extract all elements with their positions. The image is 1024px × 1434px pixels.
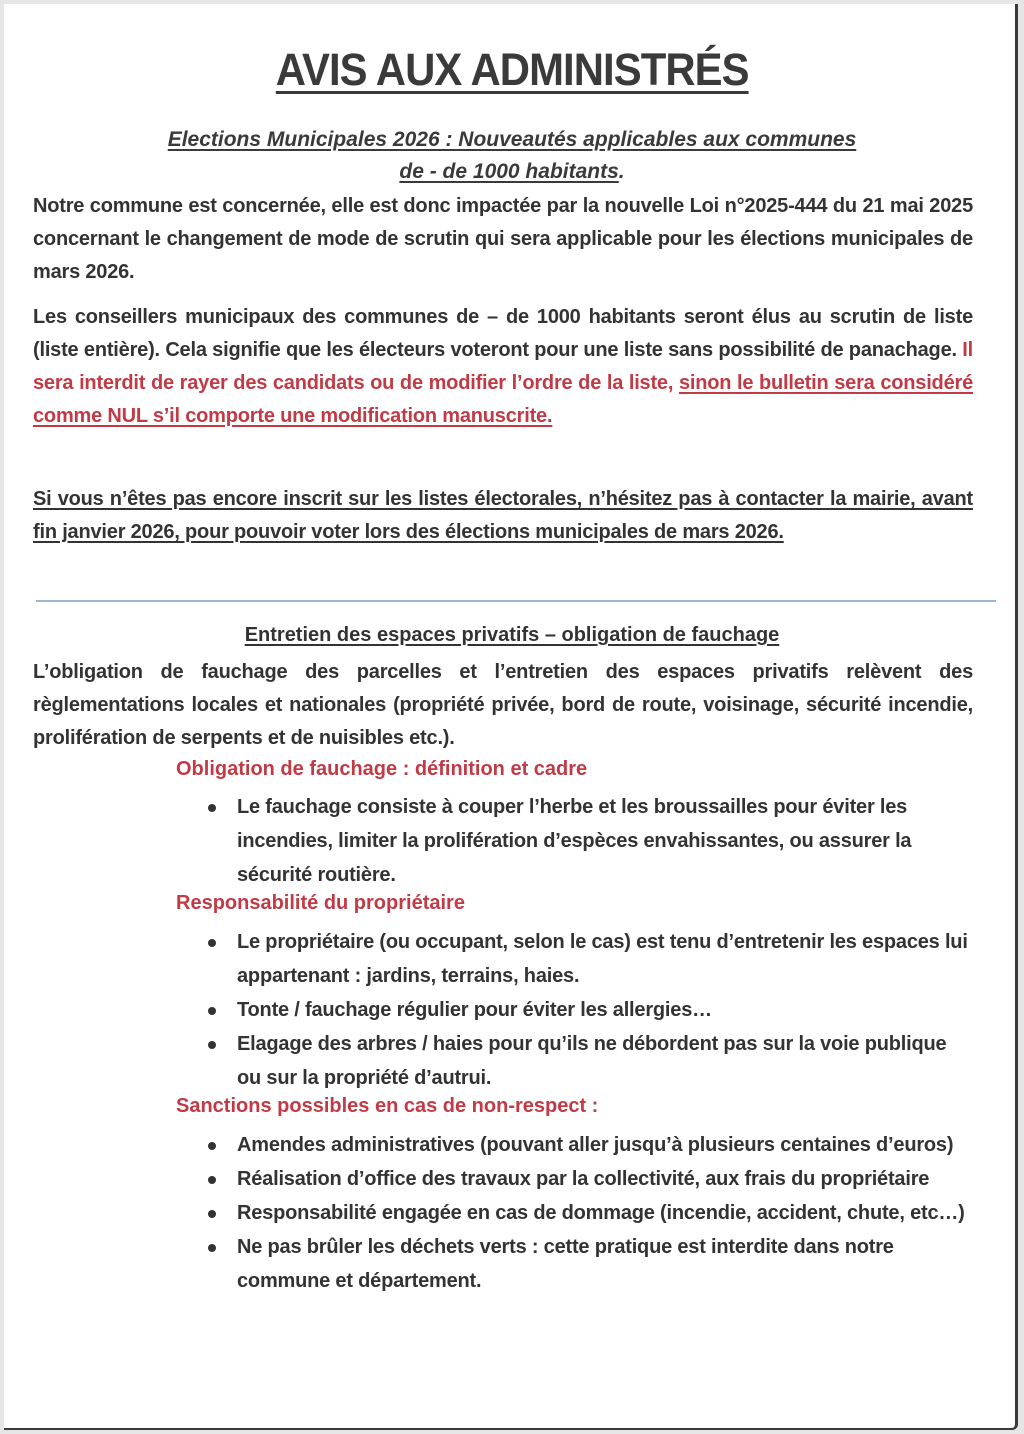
bullet-icon bbox=[208, 939, 216, 947]
list-item-text: Ne pas brûler les déchets verts : cette pratique est interdite dans notre commune et département. bbox=[237, 1236, 894, 1292]
bullet-icon bbox=[208, 804, 216, 812]
bullet-icon bbox=[208, 1176, 216, 1184]
page-title-text: AVIS AUX ADMINISTRÉS bbox=[275, 44, 749, 95]
list-item bbox=[208, 993, 968, 1027]
list-item-text: Tonte / fauchage régulier pour éviter les allergies… bbox=[237, 999, 712, 1021]
list-item bbox=[208, 790, 968, 892]
subtitle-line-2: de - de 1000 habitants bbox=[399, 160, 619, 183]
bullet-icon bbox=[208, 1007, 216, 1015]
bullet-icon bbox=[208, 1210, 216, 1218]
list-vote-warning: Il sera interdit de rayer des candidats ou de modifier l’ordre de la liste, bbox=[33, 339, 973, 394]
list-item-text: Responsabilité engagée en cas de dommage (incendie, accident, chute, etc…) bbox=[237, 1202, 965, 1224]
bullet-icon bbox=[208, 1244, 216, 1252]
subtitle-period: . bbox=[618, 160, 625, 183]
list-item-text: Amendes administratives (pouvant aller jusqu’à plusieurs centaines d’euros) bbox=[237, 1134, 954, 1156]
list-vote-text: Les conseillers municipaux des communes de – de 1000 habitants seront élus au scrutin de liste (liste entière). Cela signifie que les électeurs voteront pour une liste sans possibilité de panachage. bbox=[33, 306, 973, 361]
list-item bbox=[208, 1128, 968, 1162]
list-item-text: Le propriétaire (ou occupant, selon le cas) est tenu d’entretenir les espaces lui appartenant : jardins, terrains, haies. bbox=[237, 931, 968, 987]
elections-paragraph-registration: Si vous n’êtes pas encore inscrit sur les listes électorales, n’hésitez pas à contacter la mairie, avant fin janvier 2026, pour pouvoir voter lors des élections municipales de mars 2026. bbox=[33, 488, 973, 543]
list-vote-null-warning: sinon le bulletin sera considéré comme NUL s’il comporte une modification manuscrite. bbox=[33, 372, 973, 427]
elections-paragraph-law: Notre commune est concernée, elle est donc impactée par la nouvelle Loi n°2025-444 du 21 mai 2025 concernant le changement de mode de scrutin qui sera applicable pour les élections municipales de mars 2026. bbox=[33, 195, 973, 283]
subhead-owner-responsibility: Responsabilité du propriétaire bbox=[176, 892, 465, 914]
subtitle-line-1: Elections Municipales 2026 : Nouveautés applicables aux communes bbox=[167, 128, 857, 151]
subhead-sanctions: Sanctions possibles en cas de non-respect : bbox=[176, 1095, 599, 1117]
page-title bbox=[4, 44, 1020, 96]
list-item-text: Le fauchage consiste à couper l’herbe et les broussailles pour éviter les incendies, limiter la prolifération d’espèces envahissantes, ou assurer la sécurité routière. bbox=[237, 796, 912, 886]
list-item bbox=[208, 925, 968, 993]
list-item-text: Elagage des arbres / haies pour qu’ils ne débordent pas sur la voie publique ou sur la propriété d’autrui. bbox=[237, 1033, 947, 1089]
bullet-icon bbox=[208, 1041, 216, 1049]
list-item bbox=[208, 1230, 968, 1298]
maintenance-title: Entretien des espaces privatifs – obligation de fauchage bbox=[244, 624, 780, 646]
list-item bbox=[208, 1162, 968, 1196]
section-divider bbox=[36, 600, 996, 602]
subhead-definition: Obligation de fauchage : définition et cadre bbox=[176, 758, 588, 780]
responsibility-list bbox=[208, 925, 968, 1095]
list-item-text: Réalisation d’office des travaux par la collectivité, aux frais du propriétaire bbox=[237, 1168, 930, 1190]
maintenance-intro: L’obligation de fauchage des parcelles et l’entretien des espaces privatifs relèvent des règlementations locales et nationales (propriété privée, bord de route, voisinage, sécurité incendie, prolifération de serpents et de nuisibles etc.). bbox=[33, 661, 973, 749]
definition-list bbox=[208, 790, 968, 892]
bullet-icon bbox=[208, 1142, 216, 1150]
list-item bbox=[208, 1196, 968, 1230]
sanctions-list bbox=[208, 1128, 968, 1298]
elections-subtitle bbox=[4, 124, 1020, 188]
elections-paragraph-list-vote bbox=[33, 301, 973, 433]
list-item bbox=[208, 1027, 968, 1095]
notice-page bbox=[4, 4, 1018, 1430]
